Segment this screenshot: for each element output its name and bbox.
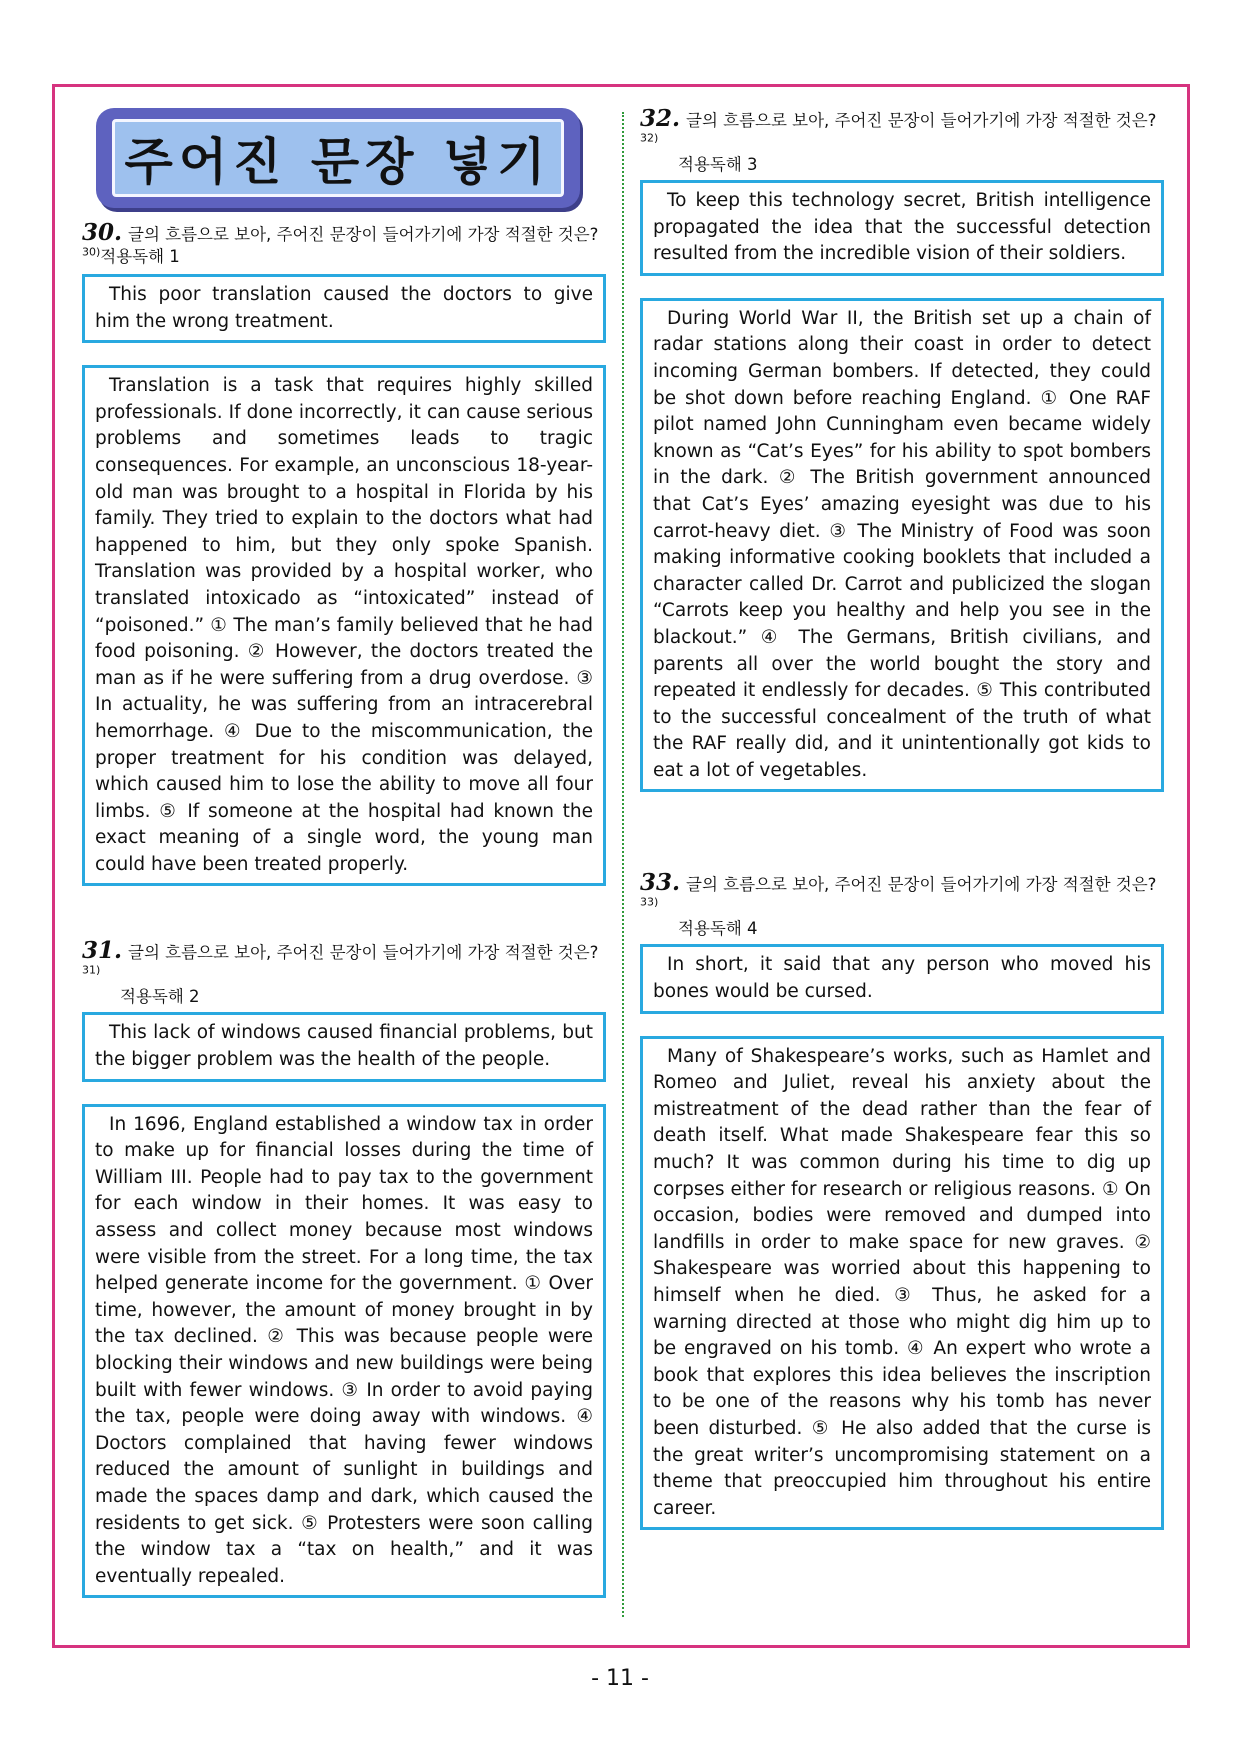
question-number: 30. — [82, 219, 123, 246]
given-sentence-box: In short, it said that any person who moved his bones would be cursed. — [640, 944, 1164, 1013]
page-number: - 11 - — [591, 1666, 649, 1691]
footnote-marker: 30) — [82, 245, 101, 259]
question-prompt: 글의 흐름으로 보아, 주어진 문장이 들어가기에 가장 적절한 것은? — [686, 111, 1157, 130]
section-title-badge — [96, 108, 580, 208]
question-30-heading — [82, 219, 606, 268]
question-prompt: 글의 흐름으로 보아, 주어진 문장이 들어가기에 가장 적절한 것은? — [128, 225, 599, 244]
column-divider — [622, 112, 624, 1617]
question-33-heading — [640, 869, 1164, 940]
footnote-marker: 31) — [82, 963, 101, 977]
left-column — [82, 108, 606, 1598]
footnote-marker: 33) — [640, 895, 659, 909]
passage-box: Many of Shakespeare’s works, such as Hamlet and Romeo and Juliet, reveal his anxiety about the mistreatment of the dead rather than the fear of death itself. What made Shakespeare fear this so much? It was common during his time to dig up corpses either for research or religious reasons. ① On occasion, bodies were removed and dumped into landfills in order to make space for new graves. ② Shakespeare was worried about this happening to himself when he died. ③ Thus, he asked for a warning directed at those who might dig him up to be engraved on his tomb. ④ An expert who wrote a book that explores this idea believes the inscription to be one of the reasons why his tomb has never been disturbed. ⑤ He also added that the curse is the great writer’s uncompromising statement on a theme that preoccupied him throughout his entire career. — [640, 1036, 1164, 1531]
given-sentence-box: This poor translation caused the doctors to give him the wrong treatment. — [82, 274, 606, 343]
footnote-marker: 32) — [640, 131, 659, 145]
right-column — [640, 105, 1164, 1530]
question-tag: 적용독해 1 — [100, 247, 180, 266]
given-sentence-box: To keep this technology secret, British intelligence propagated the idea that the successful detection resulted from the incredible vision of their soldiers. — [640, 180, 1164, 276]
question-prompt: 글의 흐름으로 보아, 주어진 문장이 들어가기에 가장 적절한 것은? — [128, 943, 599, 963]
section-title: 주어진 문장 넣기 — [124, 133, 552, 191]
given-sentence-box: This lack of windows caused financial problems, but the bigger problem was the health of the people. — [82, 1012, 606, 1081]
question-prompt: 글의 흐름으로 보아, 주어진 문장이 들어가기에 가장 적절한 것은? — [686, 875, 1157, 895]
question-number: 32. — [640, 105, 681, 132]
question-tag: 적용독해 4 — [678, 919, 758, 939]
question-32-heading — [640, 105, 1164, 176]
question-number: 31. — [82, 937, 123, 965]
passage-box: In 1696, England established a window tax in order to make up for financial losses during the time of William III. People had to pay tax to the government for each window in their homes. It was easy to assess and collect money because most windows were visible from the street. For a long time, the tax helped generate income for the government. ① Over time, however, the amount of money brought in by the tax declined. ② This was because people were blocking their windows and new buildings were being built with fewer windows. ③ In order to avoid paying the tax, people were doing away with windows. ④ Doctors complained that having fewer windows reduced the amount of sunlight in buildings and made the spaces damp and dark, which caused the residents to get sick. ⑤ Protesters were soon calling the window tax a “tax on health,” and it was eventually repealed. — [82, 1104, 606, 1599]
question-number: 33. — [640, 869, 681, 897]
question-31-heading — [82, 937, 606, 1008]
question-tag: 적용독해 3 — [678, 155, 758, 174]
passage-box: During World War II, the British set up a chain of radar stations along their coast in order to detect incoming German bombers. If detected, they could be shot down before reaching England. ① One RAF pilot named John Cunningham even became widely known as “Cat’s Eyes” for his ability to spot bombers in the dark. ② The British government announced that Cat’s Eyes’ amazing eyesight was due to his carrot-heavy diet. ③ The Ministry of Food was soon making informative cooking booklets that included a character called Dr. Carrot and publicized the slogan “Carrots keep you healthy and help you see in the blackout.” ④ The Germans, British civilians, and parents all over the world bought the story and repeated it endlessly for decades. ⑤ This contributed to the successful concealment of the truth of what the RAF really did, and it unintentionally got kids to eat a lot of vegetables. — [640, 298, 1164, 793]
question-tag: 적용독해 2 — [120, 987, 200, 1007]
passage-box: Translation is a task that requires highly skilled professionals. If done incorrectly, it can cause serious problems and sometimes leads to tragic consequences. For example, an unconscious 18-year-old man was brought to a hospital in Florida by his family. They tried to explain to the doctors what had happened to him, but they only spoke Spanish. Translation was provided by a hospital worker, who translated intoxicado as “intoxicated” instead of “poisoned.” ① The man’s family believed that he had food poisoning. ② However, the doctors treated the man as if he were suffering from a drug overdose. ③ In actuality, he was suffering from an intracerebral hemorrhage. ④ Due to the miscommunication, the proper treatment for his condition was delayed, which caused him to lose the ability to move all four limbs. ⑤ If someone at the hospital had known the exact meaning of a single word, the young man could have been treated properly. — [82, 365, 606, 886]
